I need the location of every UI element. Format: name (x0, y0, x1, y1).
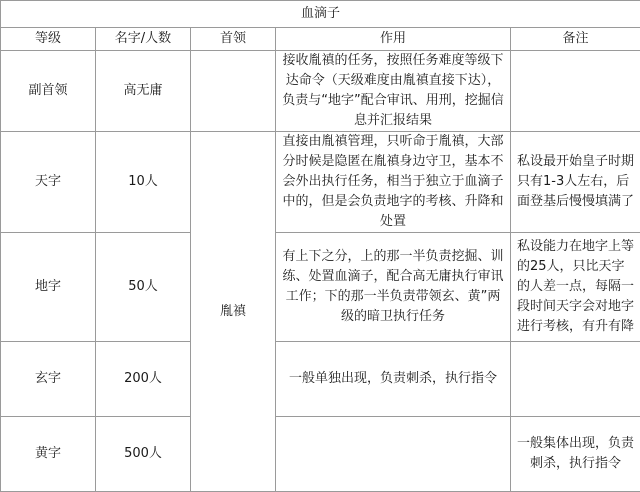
header-leader: 首领 (191, 28, 276, 51)
cell-level: 黄字 (1, 417, 96, 492)
cell-role: 接收胤禛的任务，按照任务难度等级下达命令（天级难度由胤禛直接下达），负责与“地字”配合审讯、用刑，挖掘信息并汇报结果 (276, 51, 511, 132)
table-row (1, 342, 640, 417)
table-row (1, 417, 640, 492)
header-role: 作用 (276, 28, 511, 51)
cell-name-count: 200人 (96, 342, 191, 417)
cell-note (511, 342, 640, 417)
cell-name-count: 500人 (96, 417, 191, 492)
cell-level: 玄字 (1, 342, 96, 417)
header-row (1, 28, 640, 51)
cell-role: 一般单独出现，负责刺杀，执行指令 (276, 342, 511, 417)
header-level: 等级 (1, 28, 96, 51)
cell-leader-empty (276, 417, 511, 492)
table-title: 血滴子 (1, 1, 640, 28)
header-note: 备注 (511, 28, 640, 51)
cell-role: 直接由胤禛管理，只听命于胤禛，大部分时候是隐匿在胤禛身边守卫，基本不会外出执行任务，相当于独立于血滴子中的，但是会负责地字的考核、升降和处置 (276, 132, 511, 233)
cell-level: 地字 (1, 233, 96, 342)
cell-level: 天字 (1, 132, 96, 233)
cell-note: 私设能力在地字上等的25人，只比天字的人差一点，每隔一段时间天字会对地字进行考核，有升有降 (511, 233, 640, 342)
cell-leader-empty (191, 51, 276, 132)
cell-name-count: 10人 (96, 132, 191, 233)
cell-name-count: 高无庸 (96, 51, 191, 132)
cell-leader: 胤禛 (191, 132, 276, 492)
cell-role: 有上下之分，上的那一半负责挖掘、训练、处置血滴子，配合高无庸执行审讯工作；下的那一半负责带领玄、黄”两级的暗卫执行任务 (276, 233, 511, 342)
table-row (1, 51, 640, 132)
cell-role: 一般集体出现，负责刺杀，执行指令 (511, 417, 640, 492)
cell-note (511, 51, 640, 132)
cell-note: 私设最开始皇子时期只有1-3人左右，后面登基后慢慢填满了 (511, 132, 640, 233)
header-name-count: 名字/人数 (96, 28, 191, 51)
cell-name-count: 50人 (96, 233, 191, 342)
title-row (1, 1, 640, 28)
table-row (1, 132, 640, 233)
table-row (1, 233, 640, 342)
cell-level: 副首领 (1, 51, 96, 132)
